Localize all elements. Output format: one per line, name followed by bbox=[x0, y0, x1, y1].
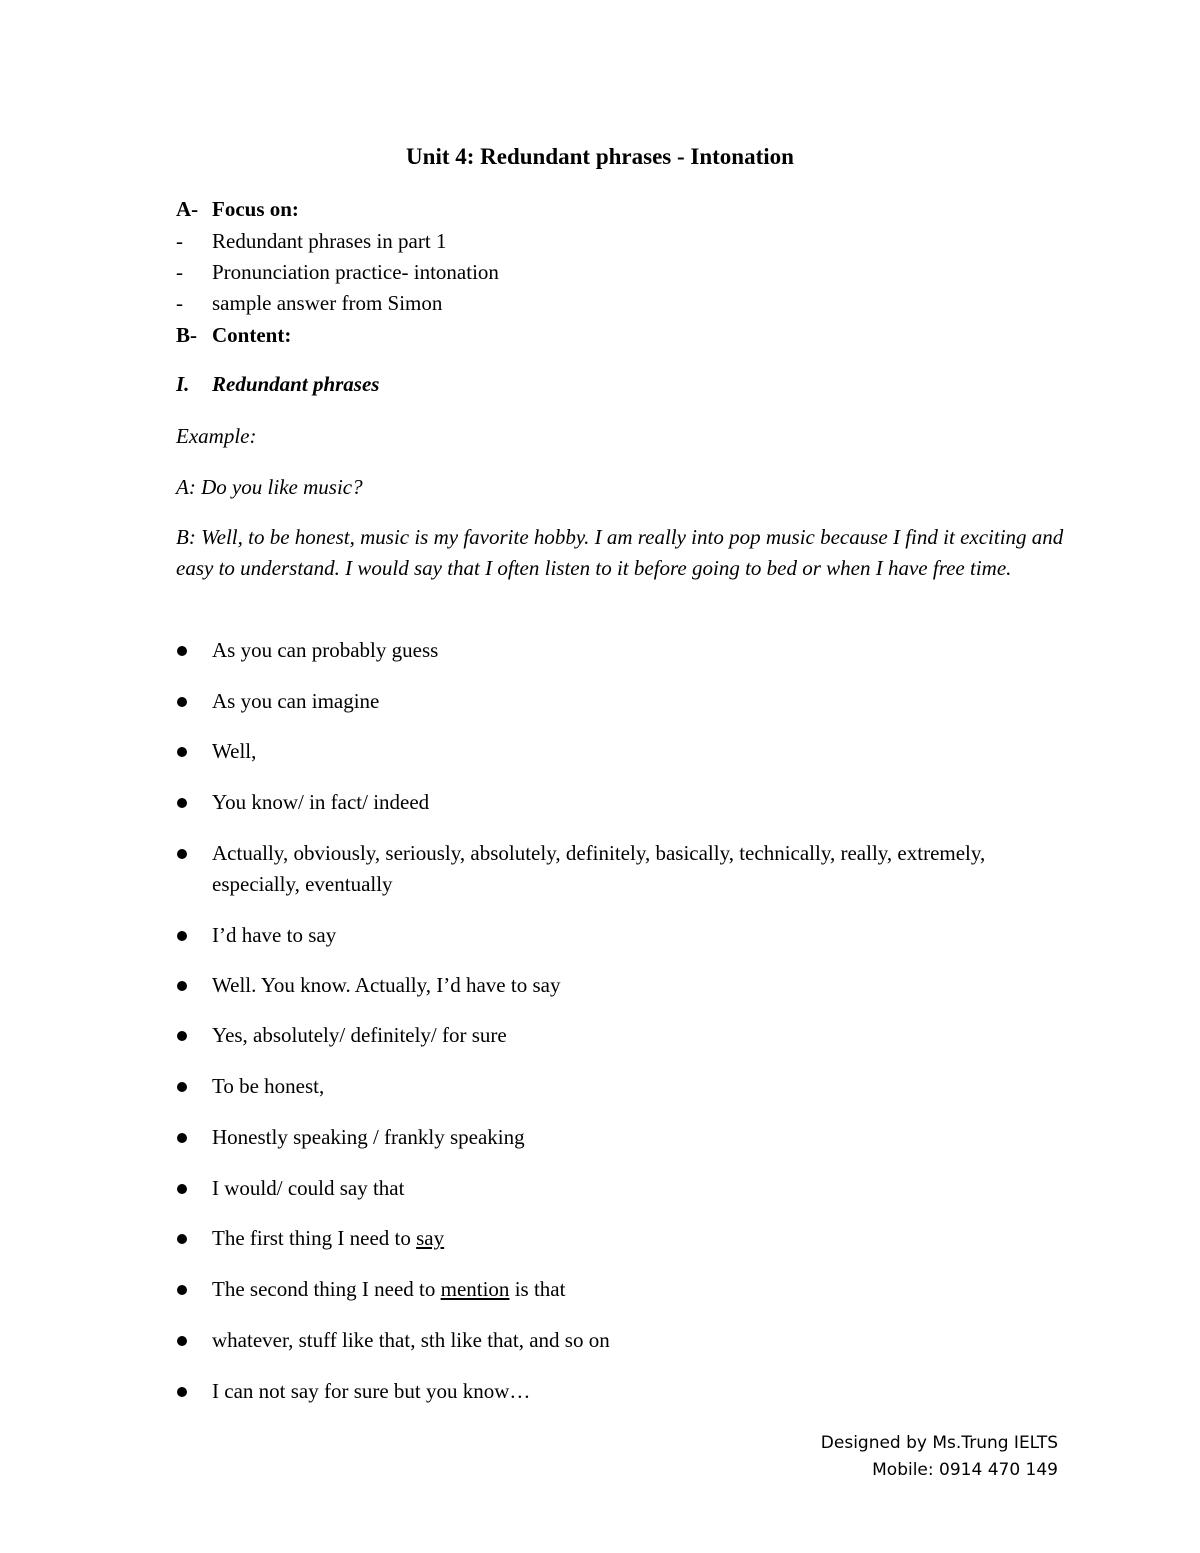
list-item bbox=[176, 838, 1036, 900]
list-item-text: I’d have to say bbox=[212, 923, 337, 947]
focus-item bbox=[176, 288, 442, 318]
bullet-dot bbox=[177, 697, 187, 707]
dash-marker: - bbox=[176, 229, 183, 253]
bullet-dot bbox=[177, 1285, 187, 1295]
list-item-text: Honestly speaking / frankly speaking bbox=[212, 1125, 525, 1149]
list-item bbox=[176, 736, 1036, 767]
focus-item-text: Redundant phrases in part 1 bbox=[212, 229, 447, 253]
list-item-text: Well, bbox=[212, 739, 257, 763]
list-item-text: As you can probably guess bbox=[212, 638, 439, 662]
bullet-dot bbox=[177, 798, 187, 808]
focus-item bbox=[176, 226, 446, 256]
list-item-text: Actually, obviously, seriously, absolutely, definitely, basically, technically, really, extremely, especially, eventually bbox=[212, 841, 986, 896]
example-question: A: Do you like music? bbox=[176, 475, 363, 499]
focus-item bbox=[176, 257, 499, 287]
list-item bbox=[176, 1325, 1036, 1356]
section-b-heading bbox=[176, 320, 291, 350]
bullet-dot bbox=[177, 1336, 187, 1346]
list-item-text: As you can imagine bbox=[212, 689, 380, 713]
section-b-marker: B- bbox=[176, 323, 197, 347]
section-a-title: Focus on: bbox=[212, 197, 299, 221]
list-item bbox=[176, 970, 1036, 1001]
section-a-marker: A- bbox=[176, 197, 199, 221]
bullet-dot bbox=[177, 931, 187, 941]
list-item bbox=[176, 1122, 1036, 1153]
list-item bbox=[176, 920, 1036, 951]
list-item bbox=[176, 1020, 1036, 1051]
underlined-word: mention bbox=[440, 1277, 510, 1301]
list-item bbox=[176, 1071, 1036, 1102]
underlined-word: say bbox=[416, 1226, 445, 1250]
list-item-text: To be honest, bbox=[212, 1074, 325, 1098]
list-item-text bbox=[212, 1223, 1036, 1254]
bullet-dot bbox=[177, 1184, 187, 1194]
dash-marker: - bbox=[176, 260, 183, 284]
list-item-text: I would/ could say that bbox=[212, 1176, 405, 1200]
part-i-title: Redundant phrases bbox=[212, 372, 380, 396]
section-b-title: Content: bbox=[212, 323, 292, 347]
example-label: Example: bbox=[176, 424, 257, 448]
list-item-text: Yes, absolutely/ definitely/ for sure bbox=[212, 1023, 507, 1047]
footer-designer: Designed by Ms.Trung IELTS bbox=[820, 1433, 1058, 1453]
list-item bbox=[176, 1173, 1036, 1204]
part-i-heading bbox=[176, 369, 379, 399]
list-item bbox=[176, 1376, 1036, 1407]
list-item-text-part: is that bbox=[509, 1277, 566, 1301]
bullet-dot bbox=[177, 849, 187, 859]
list-item bbox=[176, 1274, 1036, 1305]
bullet-dot bbox=[177, 1133, 187, 1143]
dash-marker: - bbox=[176, 291, 183, 315]
bullet-dot bbox=[177, 1082, 187, 1092]
list-item bbox=[176, 787, 1036, 818]
list-item-text: You know/ in fact/ indeed bbox=[212, 790, 430, 814]
focus-item-text: sample answer from Simon bbox=[212, 291, 443, 315]
list-item-text: Well. You know. Actually, I’d have to say bbox=[212, 973, 561, 997]
part-i-marker: I. bbox=[176, 372, 190, 396]
example-answer: B: Well, to be honest, music is my favorite hobby. I am really into pop music because I find it exciting and easy to understand. I would say that I often listen to it before going to bed or when I have free time. bbox=[176, 525, 1064, 580]
list-item-text bbox=[212, 1274, 1036, 1305]
list-item-text-part: The first thing I need to bbox=[212, 1226, 417, 1250]
list-item-text: I can not say for sure but you know… bbox=[212, 1379, 531, 1403]
bullet-dot bbox=[177, 747, 187, 757]
section-a-heading bbox=[176, 194, 299, 224]
focus-item-text: Pronunciation practice- intonation bbox=[212, 260, 499, 284]
page-title: Unit 4: Redundant phrases - Intonation bbox=[406, 144, 794, 169]
bullet-dot bbox=[177, 646, 187, 656]
list-item-text: whatever, stuff like that, sth like that, and so on bbox=[212, 1328, 610, 1352]
bullet-dot bbox=[177, 1031, 187, 1041]
bullet-dot bbox=[177, 981, 187, 991]
footer-mobile: Mobile: 0914 470 149 bbox=[872, 1460, 1058, 1480]
list-item bbox=[176, 635, 1036, 666]
bullet-dot bbox=[177, 1387, 187, 1397]
bullet-dot bbox=[177, 1234, 187, 1244]
list-item-text-part: The second thing I need to bbox=[212, 1277, 441, 1301]
list-item bbox=[176, 686, 1036, 717]
list-item bbox=[176, 1223, 1036, 1254]
